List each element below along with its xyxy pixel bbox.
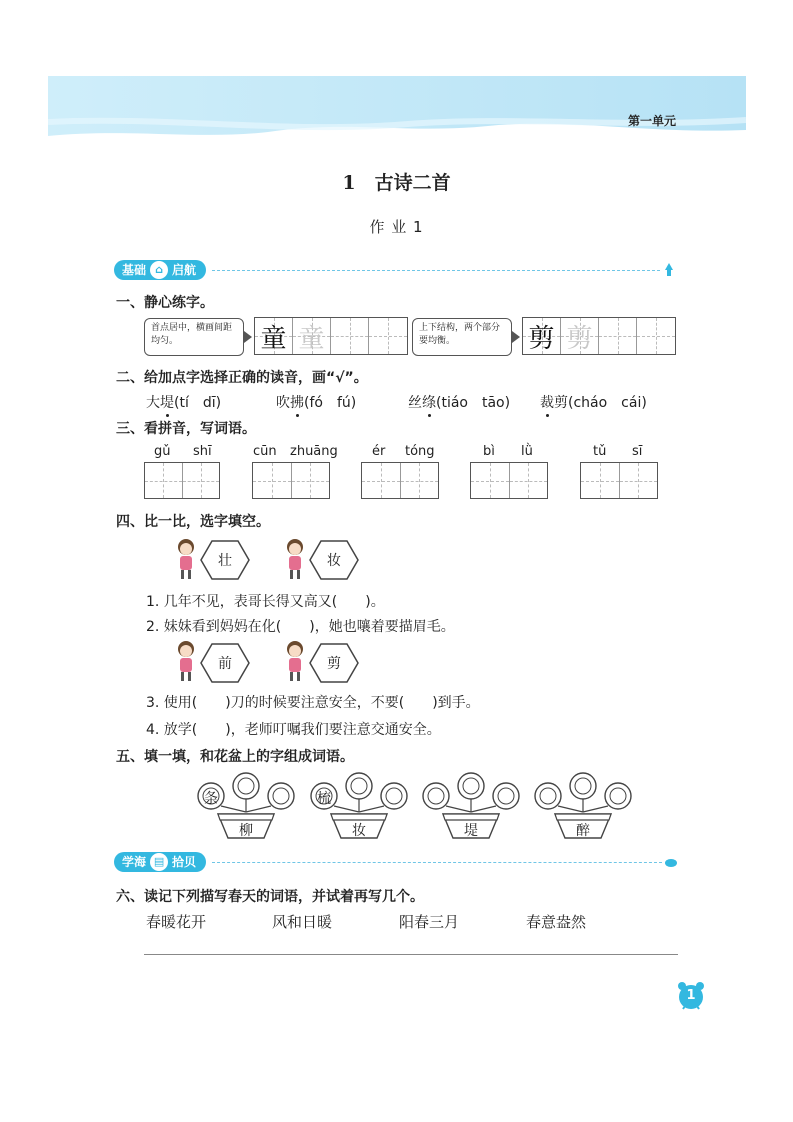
pinyin: ér (372, 444, 386, 459)
grid-cell (255, 318, 293, 354)
pinyin-choice[interactable]: (tí dī) (174, 395, 222, 411)
tip-1-line-2: 均匀。 (151, 336, 179, 346)
dotted-char: 裁 (540, 392, 554, 412)
pot-char: 醉 (576, 823, 590, 839)
q6-heading: 六、读记下列描写春天的词语，并试着再写几个。 (116, 889, 424, 905)
model-char: 童 (260, 323, 287, 354)
reading-item (276, 392, 356, 412)
banner-basic-right: 启航 (172, 263, 197, 277)
fill-item[interactable]: 2. 妹妹看到妈妈在化( )，她也嚷着要描眉毛。 (146, 619, 455, 635)
tip-2-line-2: 要均衡。 (419, 336, 456, 346)
grid-cell (293, 318, 331, 354)
q3-heading: 三、看拼音，写词语。 (116, 421, 256, 437)
spring-phrase: 阳春三月 (399, 913, 460, 931)
book-icon: ▤ (150, 853, 168, 871)
pinyin: bì (483, 444, 495, 459)
pinyin: cūn (253, 444, 277, 459)
pinyin: shī (193, 444, 212, 459)
word-part: 吹 (276, 395, 290, 411)
char-hexagon (200, 643, 250, 683)
reading-item (540, 392, 647, 412)
tip-1-line-1: 首点居中，横画间距 (151, 323, 233, 333)
page-number-badge (675, 981, 707, 1011)
grid-cell[interactable] (331, 318, 369, 354)
flowerpot (533, 772, 633, 840)
hexagon-char: 剪 (327, 656, 341, 672)
answer-box[interactable] (580, 462, 658, 499)
dotted-char: 绦 (422, 392, 436, 412)
q2-heading: 二、给加点字选择正确的读音，画“√”。 (116, 370, 368, 386)
reading-item (408, 392, 510, 412)
trace-char: 童 (298, 323, 325, 354)
word-part: 剪 (554, 395, 568, 411)
section-banner-basic (114, 260, 206, 280)
banner-study-left: 学海 (122, 855, 147, 869)
model-char: 剪 (528, 323, 555, 354)
reading-item (146, 392, 221, 412)
pinyin-choice[interactable]: (cháo cái) (568, 395, 647, 411)
pot-char: 堤 (464, 823, 478, 839)
grid-cell (561, 318, 599, 354)
pinyin: zhuāng (290, 444, 338, 459)
answer-line[interactable] (144, 954, 678, 955)
banner-study-right: 拾贝 (172, 855, 197, 869)
answer-box[interactable] (252, 462, 330, 499)
char-hexagon (309, 540, 359, 580)
writing-grid-2 (522, 317, 676, 355)
bubble-pointer (512, 331, 520, 343)
grid-cell[interactable] (369, 318, 407, 354)
q4-heading: 四、比一比，选字填空。 (116, 514, 270, 530)
dotted-char: 堤 (160, 392, 174, 412)
homework-title: 作 业 1 (369, 218, 424, 236)
flowerpot (196, 772, 296, 840)
hexagon-char: 妆 (327, 553, 341, 569)
hexagon-char: 前 (218, 656, 232, 672)
page-number: 1 (686, 988, 696, 1003)
flowerpot (309, 772, 409, 840)
banner-divider (212, 270, 660, 271)
grid-cell (523, 318, 561, 354)
answer-box[interactable] (144, 462, 220, 499)
dotted-char: 拂 (290, 392, 304, 412)
spring-phrase: 春暖花开 (146, 913, 207, 931)
pinyin: lǜ (521, 444, 533, 459)
pot-char: 柳 (239, 823, 253, 839)
answer-box[interactable] (470, 462, 548, 499)
writing-tip-2 (412, 318, 512, 356)
girl-icon (174, 538, 198, 582)
hexagon-char: 壮 (218, 553, 232, 569)
girl-icon (283, 538, 307, 582)
bubble-pointer (244, 331, 252, 343)
pinyin-choice[interactable]: (tiáo tāo) (436, 395, 511, 411)
pinyin: tǔ (593, 444, 607, 459)
house-icon: ⌂ (150, 261, 168, 279)
lesson-title: 1 古诗二首 (342, 172, 451, 194)
section-banner-study (114, 852, 206, 872)
writing-grid-1 (254, 317, 408, 355)
trace-char: 剪 (566, 323, 593, 354)
answer-box[interactable] (361, 462, 439, 499)
writing-tip-1 (144, 318, 244, 356)
pinyin: sī (632, 444, 643, 459)
pinyin: tóng (405, 444, 435, 459)
header-band (48, 76, 746, 142)
flower-char: 梳 (317, 791, 331, 807)
fill-item[interactable]: 4. 放学( )，老师叮嘱我们要注意交通安全。 (146, 722, 441, 738)
char-hexagon (309, 643, 359, 683)
pinyin-choice[interactable]: (fó fú) (304, 395, 357, 411)
q5-heading: 五、填一填，和花盆上的字组成词语。 (116, 749, 354, 765)
flowerpot (421, 772, 521, 840)
tip-2-line-1: 上下结构，两个部分 (419, 323, 501, 333)
banner-basic-left: 基础 (122, 263, 147, 277)
fill-item[interactable]: 3. 使用( )刀的时候要注意安全，不要( )到手。 (146, 695, 480, 711)
char-hexagon (200, 540, 250, 580)
lamp-icon (662, 262, 676, 278)
spring-phrase: 风和日暖 (272, 913, 333, 931)
q1-heading: 一、静心练字。 (116, 295, 214, 311)
pot-char: 妆 (352, 823, 366, 839)
word-part: 大 (146, 395, 160, 411)
girl-icon (283, 640, 307, 684)
grid-cell[interactable] (599, 318, 637, 354)
spring-phrase: 春意盎然 (526, 913, 587, 931)
banner-divider (212, 862, 662, 863)
pinyin: gǔ (154, 444, 171, 459)
fill-item[interactable]: 1. 几年不见，表哥长得又高又( )。 (146, 594, 385, 610)
flower-char: 条 (204, 791, 218, 807)
word-part: 丝 (408, 395, 422, 411)
unit-label: 第一单元 (628, 114, 677, 128)
shell-icon (664, 855, 678, 869)
girl-icon (174, 640, 198, 684)
grid-cell[interactable] (637, 318, 675, 354)
